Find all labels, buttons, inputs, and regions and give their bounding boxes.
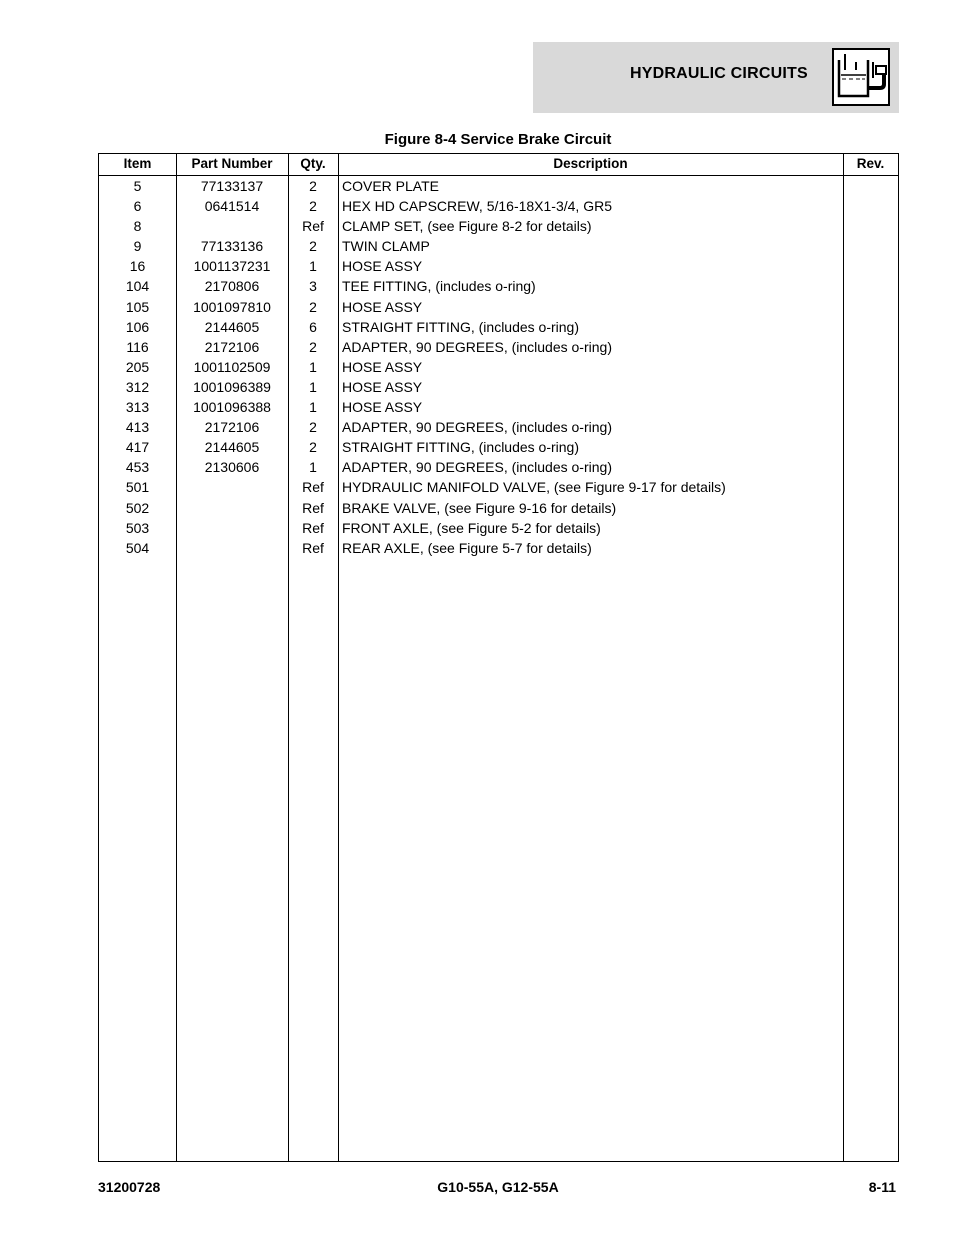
qty-cell: 2	[309, 238, 317, 255]
description-cell: HYDRAULIC MANIFOLD VALVE, (see Figure 9-17 for details)	[342, 479, 726, 496]
page-number: 8-11	[868, 1179, 896, 1195]
table-row	[99, 357, 898, 377]
qty-cell: 2	[309, 298, 317, 315]
item-cell: 6	[133, 198, 142, 215]
description-cell: HOSE ASSY	[342, 378, 423, 395]
table-row	[99, 457, 898, 477]
part-number-cell: 77133137	[200, 178, 264, 194]
description-cell: ADAPTER, 90 DEGREES, (includes o-ring)	[342, 419, 612, 436]
part-number-cell: 1001096388	[193, 399, 271, 416]
parts-table	[98, 153, 899, 1162]
item-cell: 106	[125, 318, 150, 335]
description-cell: TWIN CLAMP	[342, 238, 430, 255]
part-number-cell: 2144605	[204, 439, 260, 456]
description-cell: HEX HD CAPSCREW, 5/16-18X1-3/4, GR5	[342, 198, 612, 215]
description-cell: ADAPTER, 90 DEGREES, (includes o-ring)	[342, 338, 612, 355]
item-cell: 413	[125, 419, 150, 436]
table-row	[99, 538, 898, 558]
table-row	[99, 236, 898, 256]
part-number-cell: 1001102509	[193, 358, 271, 375]
description-cell: HOSE ASSY	[342, 358, 423, 375]
description-cell: BRAKE VALVE, (see Figure 9-16 for details)	[342, 499, 617, 516]
table-row	[99, 276, 898, 296]
table-row	[99, 377, 898, 397]
item-cell: 9	[133, 238, 142, 255]
item-cell: 417	[125, 439, 150, 456]
qty-cell: 2	[309, 439, 317, 456]
table-row	[99, 196, 898, 216]
section-title: HYDRAULIC CIRCUITS	[630, 65, 808, 82]
item-cell: 5	[133, 178, 142, 194]
column-header-item: Item	[123, 156, 152, 171]
description-cell: HOSE ASSY	[342, 258, 423, 275]
part-number-cell: 1001096389	[193, 378, 271, 395]
table-row	[99, 317, 898, 337]
part-number-cell: 2130606	[204, 459, 260, 476]
table-body	[99, 176, 898, 558]
item-cell: 313	[125, 399, 150, 416]
description-cell: FRONT AXLE, (see Figure 5-2 for details)	[342, 519, 601, 536]
item-cell: 503	[125, 519, 150, 536]
item-cell: 16	[129, 258, 146, 275]
description-cell: COVER PLATE	[342, 178, 439, 194]
table-row	[99, 216, 898, 236]
item-cell: 312	[125, 378, 150, 395]
qty-cell: 1	[309, 358, 317, 375]
table-row	[99, 337, 898, 357]
part-number-cell: 2172106	[204, 338, 260, 355]
qty-cell: 1	[309, 378, 317, 395]
figure-title: Figure 8-4 Service Brake Circuit	[384, 131, 612, 148]
item-cell: 8	[133, 218, 142, 235]
description-cell: TEE FITTING, (includes o-ring)	[342, 278, 536, 295]
qty-cell: 1	[309, 399, 317, 416]
table-row	[99, 397, 898, 417]
qty-cell: 2	[309, 338, 317, 355]
qty-cell: Ref	[302, 218, 324, 235]
table-row	[99, 417, 898, 437]
qty-cell: 2	[309, 198, 317, 215]
item-cell: 501	[125, 479, 150, 496]
qty-cell: Ref	[302, 479, 324, 496]
table-row	[99, 437, 898, 457]
description-cell: HOSE ASSY	[342, 298, 423, 315]
table-row	[99, 176, 898, 196]
qty-cell: Ref	[302, 519, 324, 536]
item-cell: 116	[126, 338, 149, 355]
description-cell: CLAMP SET, (see Figure 8-2 for details)	[342, 218, 592, 235]
table-row	[99, 498, 898, 518]
qty-cell: 3	[309, 278, 317, 295]
qty-cell: 1	[309, 459, 317, 476]
qty-cell: 1	[309, 258, 317, 275]
description-cell: STRAIGHT FITTING, (includes o-ring)	[342, 439, 580, 456]
qty-cell: Ref	[302, 499, 324, 516]
item-cell: 105	[125, 298, 150, 315]
item-cell: 104	[125, 278, 150, 295]
table-row	[99, 297, 898, 317]
model-numbers: G10-55A, G12-55A	[437, 1179, 559, 1195]
column-header-rev: Rev.	[856, 156, 885, 171]
table-row	[99, 518, 898, 538]
part-number-cell: 1001137231	[193, 258, 271, 275]
description-cell: ADAPTER, 90 DEGREES, (includes o-ring)	[342, 459, 612, 476]
part-number-cell: 77133136	[200, 238, 264, 255]
hydraulic-tank-icon	[832, 48, 890, 106]
description-cell: REAR AXLE, (see Figure 5-7 for details)	[342, 539, 592, 556]
item-cell: 504	[125, 539, 150, 556]
part-number-cell: 2172106	[204, 419, 260, 436]
column-header-part-number: Part Number	[191, 156, 273, 171]
document-number: 31200728	[98, 1179, 161, 1195]
description-cell: STRAIGHT FITTING, (includes o-ring)	[342, 318, 580, 335]
item-cell: 205	[125, 358, 150, 375]
qty-cell: 2	[309, 419, 317, 436]
part-number-cell: 2144605	[204, 318, 260, 335]
column-header-description: Description	[553, 156, 628, 171]
item-cell: 453	[125, 459, 150, 476]
part-number-cell: 2170806	[204, 278, 260, 295]
table-row	[99, 256, 898, 276]
qty-cell: 6	[309, 318, 317, 335]
column-header-qty: Qty.	[300, 156, 326, 171]
table-row	[99, 477, 898, 497]
part-number-cell: 1001097810	[193, 298, 271, 315]
qty-cell: Ref	[302, 539, 324, 556]
item-cell: 502	[125, 499, 150, 516]
description-cell: HOSE ASSY	[342, 399, 423, 416]
part-number-cell: 0641514	[204, 198, 260, 215]
qty-cell: 2	[309, 178, 317, 194]
